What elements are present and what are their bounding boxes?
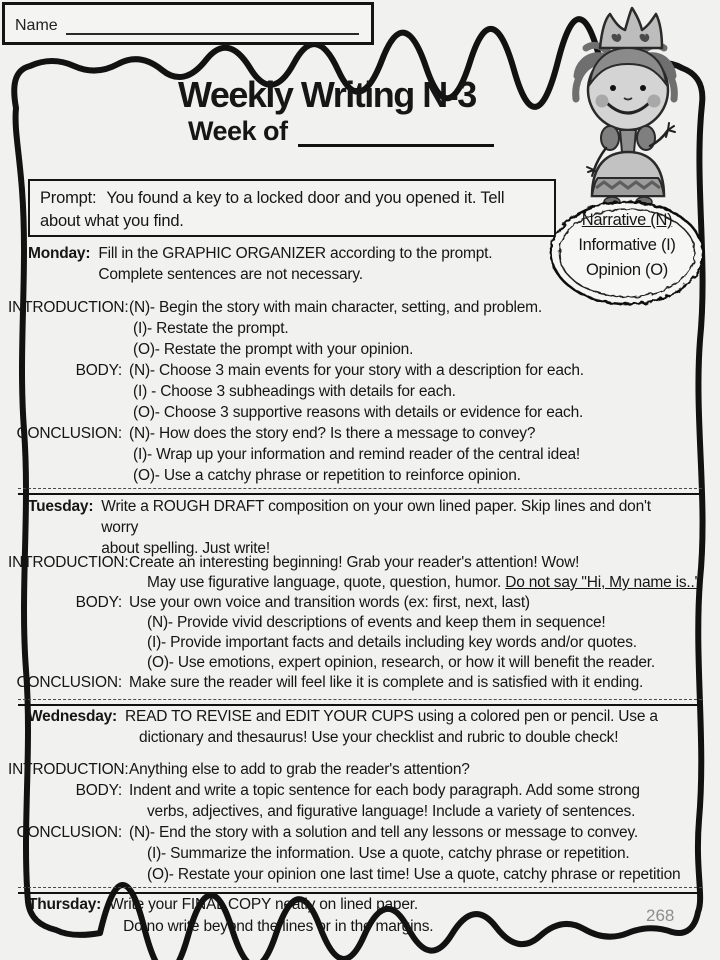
thursday-heading	[0, 894, 690, 938]
rubric-row: INTRODUCTION: Anything else to add to grab the reader's attention?	[8, 761, 470, 778]
section-divider	[18, 699, 702, 706]
tuesday-rubric	[0, 553, 702, 693]
badge-item-narrative: Narrative (N)	[581, 211, 673, 229]
rubric-row: (I)- Provide important facts and details including key words and/or quotes.	[147, 634, 637, 651]
rubric-row: CONCLUSION: (N)- End the story with a solution and tell any lessons or message to convey.	[16, 824, 638, 841]
rubric-row: (I)- Restate the prompt.	[133, 320, 289, 337]
wednesday-label: Wednesday:	[28, 708, 118, 725]
week-of-label: Week of	[188, 116, 288, 146]
prompt-box	[28, 179, 556, 237]
rubric-row: INTRODUCTION: (N)- Begin the story with main character, setting, and problem.	[8, 299, 542, 316]
rubric-row: (I)- Wrap up your information and remind reader of the central idea!	[133, 446, 581, 463]
rubric-row: (O)- Use a catchy phrase or repetition to reinforce opinion.	[133, 467, 521, 484]
rubric-row: (O)- Restate your opinion one last time! Use a quote, catchy phrase or repetition	[147, 866, 681, 883]
rubric-row: May use figurative language, quote, question, humor. Do not say "Hi, My name is.."	[147, 574, 700, 591]
rubric-row: BODY: Indent and write a topic sentence for each body paragraph. Add some strong	[75, 782, 640, 799]
prompt-label: Prompt:	[40, 189, 97, 207]
prompt-text: You found a key to a locked door and you opened it. Tell about what you find.	[40, 189, 505, 230]
wednesday-instructions: READ TO REVISE and EDIT YOUR CUPS using a colored pen or pencil. Use a dictionary and thesaurus! Use your checklist and rubric to double check!	[125, 708, 658, 746]
rubric-row: (O)- Restate the prompt with your opinion.	[133, 341, 414, 358]
badge-item-opinion: Opinion (O)	[586, 261, 668, 279]
page-title: Weekly Writing N-3	[178, 74, 476, 115]
monday-label: Monday:	[28, 245, 91, 262]
rubric-row: BODY: Use your own voice and transition words (ex: first, next, last)	[75, 594, 530, 611]
week-blank-line	[298, 124, 494, 147]
tuesday-instructions: Write a ROUGH DRAFT composition on your own lined paper. Skip lines and don't worry about spelling. Just write!	[101, 498, 651, 557]
princess-clipart-icon	[552, 4, 700, 210]
rubric-row: (I) - Choose 3 subheadings with details for each.	[133, 383, 456, 400]
monday-heading	[0, 243, 690, 285]
rubric-row: INTRODUCTION: Create an interesting beginning! Grab your reader's attention! Wow!	[8, 554, 580, 571]
name-label: Name	[15, 17, 58, 34]
monday-rubric	[0, 297, 702, 486]
tuesday-heading	[0, 496, 690, 559]
page-number: 268	[646, 906, 675, 925]
wednesday-heading	[0, 706, 690, 748]
rubric-row: (I)- Summarize the information. Use a quote, catchy phrase or repetition.	[147, 845, 630, 862]
week-of-line	[188, 116, 494, 147]
monday-instructions: Fill in the GRAPHIC ORGANIZER according to the prompt. Complete sentences are not necessary.	[98, 245, 493, 283]
rubric-row: BODY: (N)- Choose 3 main events for your story with a description for each.	[75, 362, 584, 379]
thursday-instructions: Write your FINAL COPY neatly on lined paper. Do no write beyond the lines or in the margins.	[109, 896, 434, 935]
underlined-warning: Do not say "Hi, My name is.."	[505, 574, 700, 591]
rubric-row: CONCLUSION: Make sure the reader will feel like it is complete and is satisfied with it ending.	[16, 674, 644, 691]
tuesday-label: Tuesday:	[28, 498, 94, 515]
name-blank-line	[66, 19, 359, 35]
badge-item-informative: Informative (I)	[578, 236, 676, 254]
section-divider	[18, 488, 702, 495]
rubric-row: verbs, adjectives, and figurative language! Include a variety of sentences.	[147, 803, 636, 820]
thursday-label: Thursday:	[28, 896, 102, 913]
rubric-row: (O)- Use emotions, expert opinion, research, or how it will benefit the reader.	[147, 654, 655, 671]
rubric-row: (O)- Choose 3 supportive reasons with details or evidence for each.	[133, 404, 584, 421]
section-divider	[18, 887, 702, 894]
rubric-row: (N)- Provide vivid descriptions of events and keep them in sequence!	[147, 614, 606, 631]
rubric-row: CONCLUSION: (N)- How does the story end? Is there a message to convey?	[16, 425, 536, 442]
wednesday-rubric	[0, 759, 702, 885]
name-box	[2, 2, 374, 45]
